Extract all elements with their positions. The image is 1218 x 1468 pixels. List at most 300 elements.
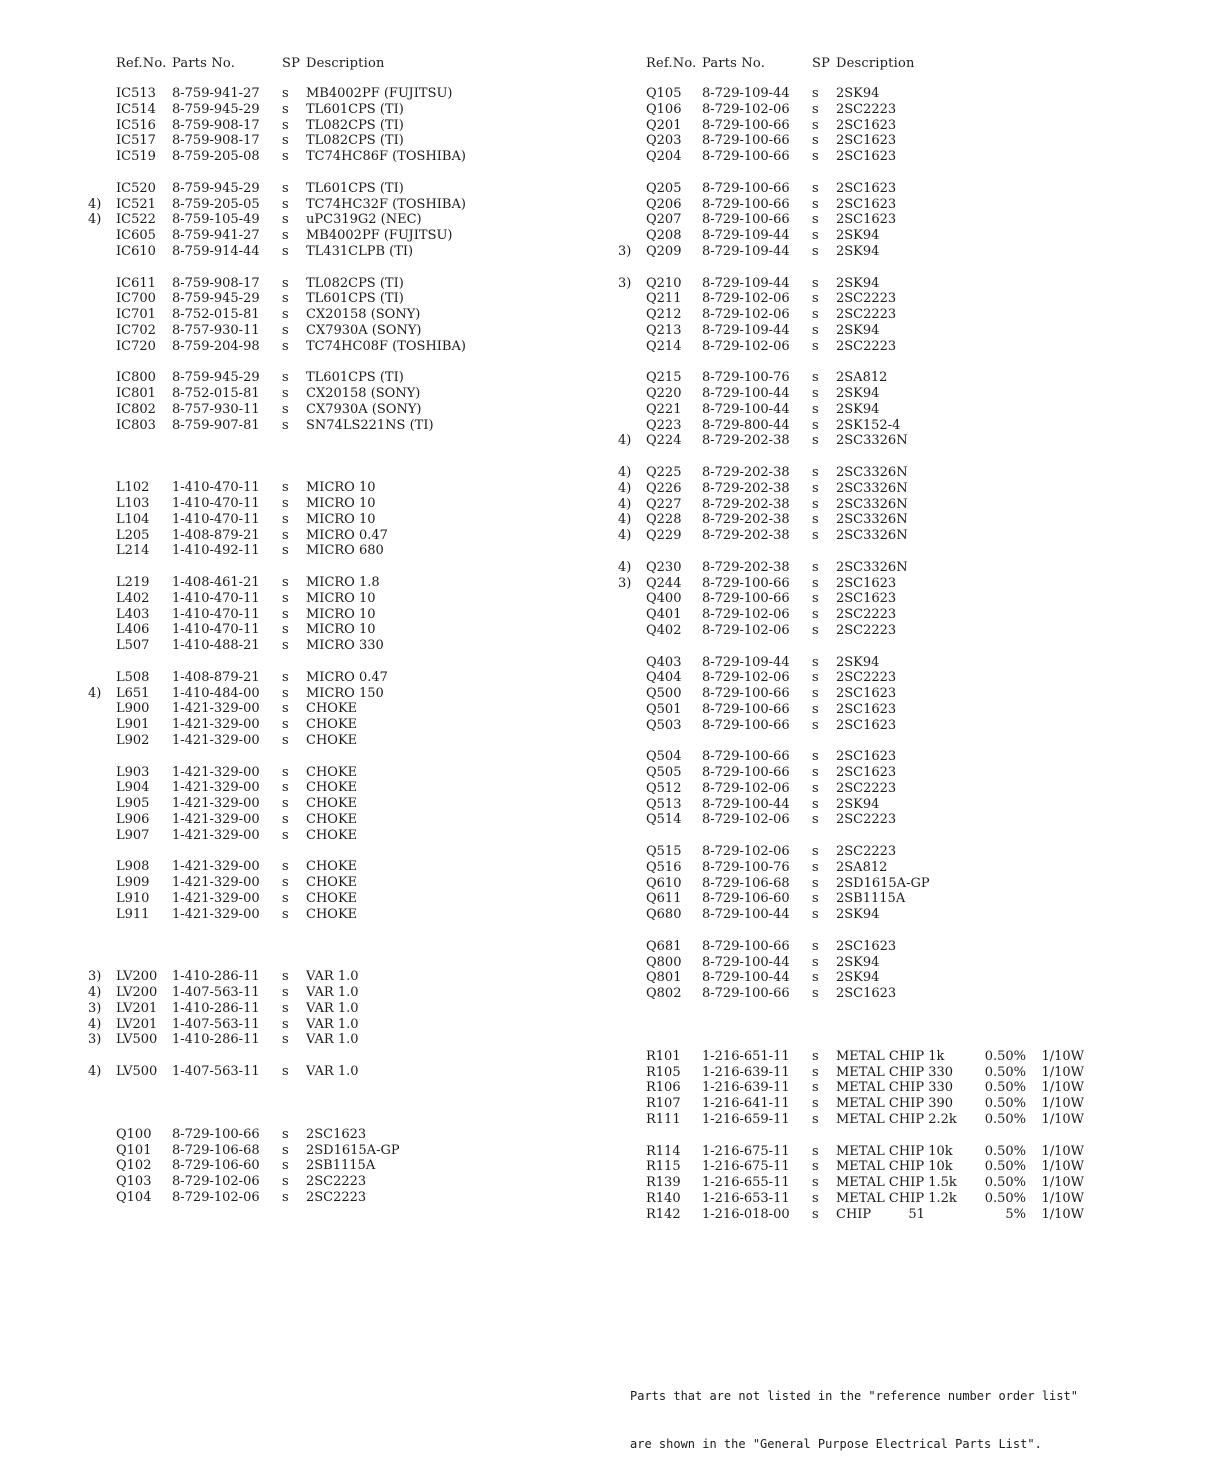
annotation	[88, 875, 116, 891]
footnote	[630, 1356, 1078, 1468]
annotation	[88, 86, 116, 102]
ref-no: IC800	[116, 370, 156, 386]
ref-no: L906	[116, 811, 150, 827]
parts-no: 8-759-908-17	[172, 133, 260, 149]
parts-no: 8-729-202-38	[702, 512, 790, 528]
ref-no: Q500	[646, 686, 682, 701]
part-row	[618, 1065, 1208, 1081]
sp-mark: s	[812, 149, 819, 164]
description: TL082CPS (TI)	[306, 117, 404, 133]
part-row	[618, 986, 1208, 1002]
group-spacer	[618, 260, 1208, 276]
part-row	[88, 765, 608, 781]
sp-mark: s	[812, 749, 819, 765]
description: uPC319G2 (NEC)	[306, 212, 422, 228]
description: CHOKE	[306, 906, 358, 922]
part-row	[618, 860, 1208, 876]
parts-no: 1-421-329-00	[172, 732, 260, 748]
parts-no: 8-729-106-68	[172, 1142, 260, 1158]
sp-mark: s	[282, 117, 289, 133]
part-row	[618, 1096, 1208, 1112]
description: 2SK94	[836, 970, 880, 986]
part-row	[88, 701, 608, 717]
parts-no: 1-216-639-11	[702, 1080, 790, 1096]
part-row	[618, 86, 1208, 102]
part-row	[618, 607, 1208, 623]
group-spacer	[618, 544, 1208, 560]
description: 2SK94	[836, 322, 880, 338]
part-row	[618, 133, 1208, 149]
parts-no: 8-759-945-29	[172, 291, 260, 307]
ref-no: R101	[646, 1048, 681, 1064]
sp-mark: s	[282, 1064, 289, 1079]
sp-mark: s	[812, 717, 819, 733]
ref-no: IC802	[116, 401, 156, 417]
ref-no: Q403	[646, 654, 682, 670]
sp-mark: s	[812, 701, 819, 717]
ref-no: Q505	[646, 765, 682, 780]
sp-mark: s	[812, 243, 819, 259]
description: 2SC1623	[836, 717, 897, 733]
part-row	[88, 102, 608, 118]
annotation	[88, 133, 116, 149]
sp-mark: s	[812, 480, 819, 496]
ref-no: L910	[116, 890, 150, 906]
sp-mark: s	[812, 591, 819, 607]
ref-no: IC517	[116, 133, 156, 149]
parts-no: 8-757-930-11	[172, 401, 260, 417]
description: 2SK94	[836, 654, 880, 670]
parts-no: 1-421-329-00	[172, 811, 260, 827]
parts-no: 8-729-100-66	[702, 133, 790, 149]
ref-no: LV500	[116, 1032, 158, 1048]
parts-no: 1-407-563-11	[172, 1064, 260, 1079]
description: MICRO 10	[306, 511, 376, 527]
parts-no: 1-421-329-00	[172, 717, 260, 732]
part-row	[618, 465, 1208, 481]
description: CX20158 (SONY)	[306, 307, 421, 322]
annotation	[618, 591, 646, 607]
annotation: 4)	[88, 1016, 102, 1032]
description-value: METAL CHIP 2.2k	[836, 1111, 957, 1127]
part-row	[618, 323, 1208, 339]
parts-no: 8-729-109-44	[702, 654, 790, 670]
header-description: Description	[306, 56, 385, 71]
part-row	[88, 228, 608, 244]
sp-mark: s	[282, 511, 289, 527]
part-row	[618, 686, 1208, 702]
ref-no: LV200	[116, 985, 158, 1000]
ref-no: Q400	[646, 591, 682, 607]
sp-mark: s	[812, 891, 819, 907]
annotation: 4)	[88, 1064, 102, 1079]
ref-no: LV201	[116, 1000, 158, 1016]
description: MICRO 150	[306, 685, 384, 701]
parts-no: 8-729-202-38	[702, 433, 790, 449]
sp-mark: s	[812, 559, 819, 575]
ref-no: Q213	[646, 322, 682, 338]
ref-no: L102	[116, 480, 150, 496]
ref-no: IC519	[116, 149, 156, 164]
part-row	[88, 1143, 608, 1159]
description: 2SC2223	[836, 338, 897, 354]
part-row	[88, 638, 608, 654]
annotation	[88, 244, 116, 260]
description-value: METAL CHIP 1.2k	[836, 1190, 957, 1206]
sp-mark: s	[282, 133, 289, 149]
description	[836, 1080, 1208, 1096]
annotation	[88, 1190, 116, 1206]
ref-no: Q610	[646, 875, 682, 891]
group-spacer	[618, 354, 1208, 370]
part-row	[618, 181, 1208, 197]
ref-no: Q210	[646, 275, 682, 291]
parts-no: 8-729-102-06	[702, 338, 790, 354]
ref-no: Q101	[116, 1142, 152, 1158]
annotation	[88, 418, 116, 434]
annotation	[618, 149, 646, 165]
parts-no: 1-408-879-21	[172, 527, 260, 543]
ref-no: Q681	[646, 938, 682, 954]
parts-no: 8-729-100-66	[702, 717, 790, 733]
ref-no: L403	[116, 606, 150, 622]
ref-no: R111	[646, 1111, 681, 1127]
tolerance: 0.50%	[984, 1190, 1026, 1206]
power-rating: 1/10W	[1041, 1190, 1084, 1206]
group-spacer	[618, 639, 1208, 655]
description: 2SK94	[836, 386, 880, 401]
part-row	[618, 623, 1208, 639]
tolerance: 0.50%	[984, 1096, 1026, 1111]
annotation	[88, 480, 116, 496]
part-row	[618, 891, 1208, 907]
annotation: 3)	[618, 275, 632, 291]
annotation	[88, 812, 116, 828]
part-row	[618, 1159, 1208, 1175]
description: TC74HC08F (TOSHIBA)	[306, 338, 466, 354]
description: 2SC1623	[306, 1126, 367, 1142]
parts-no: 8-729-102-06	[702, 622, 790, 638]
part-row	[88, 386, 608, 402]
parts-no: 8-729-100-66	[702, 701, 790, 717]
ref-no: IC513	[116, 86, 156, 101]
description: 2SC1623	[836, 196, 897, 212]
group-spacer	[88, 654, 608, 670]
parts-no: 8-729-106-68	[702, 875, 790, 891]
part-row	[88, 985, 608, 1001]
annotation	[618, 418, 646, 434]
annotation: 3)	[88, 1000, 102, 1016]
annotation	[618, 197, 646, 213]
description: 2SC2223	[836, 844, 897, 859]
power-rating: 1/10W	[1041, 1143, 1084, 1159]
sp-mark: s	[282, 228, 289, 243]
sp-mark: s	[812, 180, 819, 196]
ref-no: Q220	[646, 386, 682, 401]
sp-mark: s	[282, 275, 289, 291]
part-row	[88, 796, 608, 812]
sp-mark: s	[282, 212, 289, 228]
annotation	[88, 765, 116, 781]
part-row	[88, 686, 608, 702]
annotation	[88, 1174, 116, 1190]
group-spacer	[88, 354, 608, 370]
sp-mark: s	[812, 1048, 819, 1064]
ref-no: R140	[646, 1190, 681, 1206]
parts-no: 1-216-651-11	[702, 1048, 790, 1064]
ref-no: IC520	[116, 180, 156, 196]
sp-mark: s	[812, 859, 819, 875]
annotation	[88, 733, 116, 749]
sp-mark: s	[282, 101, 289, 117]
description: CHOKE	[306, 732, 358, 748]
description: CHOKE	[306, 811, 358, 827]
sp-mark: s	[282, 575, 289, 590]
sp-mark: s	[282, 780, 289, 796]
description-value: METAL CHIP 10k	[836, 1159, 953, 1175]
sp-mark: s	[812, 117, 819, 133]
parts-no: 1-421-329-00	[172, 701, 260, 717]
annotation: 3)	[618, 575, 632, 591]
sp-mark: s	[812, 654, 819, 670]
ref-no: Q225	[646, 465, 682, 480]
sp-mark: s	[282, 669, 289, 685]
part-row	[618, 670, 1208, 686]
parts-no: 8-759-945-29	[172, 370, 260, 386]
part-row	[88, 181, 608, 197]
ref-no: IC611	[116, 275, 156, 291]
footnote-line-1: Parts that are not listed in the "reference number order list"	[630, 1389, 1078, 1403]
ref-no: Q611	[646, 891, 682, 907]
description: 2SC1623	[836, 686, 897, 701]
sp-mark: s	[812, 954, 819, 970]
part-row	[618, 1112, 1208, 1128]
annotation	[88, 859, 116, 875]
parts-no: 1-216-018-00	[702, 1206, 790, 1222]
description-value: METAL CHIP 1.5k	[836, 1175, 957, 1190]
description: 2SA812	[836, 370, 888, 386]
part-row	[88, 212, 608, 228]
ref-no: LV500	[116, 1064, 158, 1079]
ref-no: Q404	[646, 670, 682, 686]
annotation	[88, 1127, 116, 1143]
description: 2SK94	[836, 275, 880, 291]
parts-no: 8-759-945-29	[172, 101, 260, 117]
part-row	[618, 433, 1208, 449]
ref-no: R139	[646, 1175, 681, 1190]
annotation	[618, 1207, 646, 1223]
description: MICRO 0.47	[306, 527, 388, 543]
parts-no: 8-759-945-29	[172, 180, 260, 196]
parts-no: 1-407-563-11	[172, 985, 260, 1000]
group-spacer	[618, 923, 1208, 939]
sp-mark: s	[812, 765, 819, 780]
description: TL431CLPB (TI)	[306, 243, 414, 259]
part-row	[618, 1049, 1208, 1065]
sp-mark: s	[812, 496, 819, 512]
ref-no: R142	[646, 1206, 681, 1222]
description: 2SC1623	[836, 986, 897, 1001]
parts-no: 8-729-102-06	[702, 780, 790, 796]
sp-mark: s	[812, 291, 819, 307]
annotation	[88, 701, 116, 717]
ref-no: Q224	[646, 433, 682, 449]
group-spacer	[618, 449, 1208, 465]
group-spacer	[88, 922, 608, 969]
parts-no: 1-410-492-11	[172, 543, 260, 559]
ref-no: Q503	[646, 717, 682, 733]
ref-no: Q208	[646, 228, 682, 243]
annotation	[88, 323, 116, 339]
description: 2SC2223	[306, 1174, 367, 1189]
annotation	[88, 118, 116, 134]
description: 2SC2223	[836, 291, 897, 307]
part-row	[88, 291, 608, 307]
ref-no: Q226	[646, 480, 682, 496]
sp-mark: s	[282, 180, 289, 196]
sp-mark: s	[812, 1080, 819, 1096]
ref-no: Q201	[646, 117, 682, 133]
sp-mark: s	[812, 465, 819, 480]
ref-no: IC516	[116, 117, 156, 133]
description: 2SC1623	[836, 591, 897, 607]
annotation: 4)	[618, 433, 632, 449]
ref-no: IC801	[116, 386, 156, 401]
part-row	[88, 875, 608, 891]
annotation	[618, 1049, 646, 1065]
parts-no: 8-729-100-66	[702, 212, 790, 228]
sp-mark: s	[812, 228, 819, 243]
annotation	[88, 228, 116, 244]
group-spacer	[618, 1002, 1208, 1049]
ref-no: Q104	[116, 1189, 152, 1205]
part-row	[618, 386, 1208, 402]
power-rating: 1/10W	[1041, 1096, 1084, 1111]
sp-mark: s	[282, 338, 289, 354]
parts-no: 8-759-908-17	[172, 275, 260, 291]
annotation	[618, 686, 646, 702]
ref-no: Q221	[646, 401, 682, 417]
description: CX7930A (SONY)	[306, 322, 422, 338]
ref-no: IC610	[116, 243, 156, 259]
parts-no: 1-216-653-11	[702, 1190, 790, 1206]
annotation	[618, 386, 646, 402]
description: 2SC2223	[836, 307, 897, 322]
description-value: METAL CHIP 390	[836, 1096, 954, 1111]
part-row	[618, 1191, 1208, 1207]
description: 2SK94	[836, 796, 880, 812]
parts-no: 8-729-100-66	[702, 986, 790, 1001]
annotation: 4)	[88, 212, 102, 228]
annotation	[618, 228, 646, 244]
sp-mark: s	[282, 985, 289, 1000]
annotation	[618, 670, 646, 686]
description: 2SC3326N	[836, 465, 908, 480]
part-row	[88, 733, 608, 749]
parts-no: 8-729-106-60	[702, 891, 790, 907]
part-row	[618, 339, 1208, 355]
parts-no: 1-410-470-11	[172, 590, 260, 606]
ref-no: Q207	[646, 212, 682, 228]
parts-no: 1-410-470-11	[172, 606, 260, 622]
ref-no: IC700	[116, 291, 156, 307]
parts-no: 1-421-329-00	[172, 875, 260, 890]
annotation: 4)	[618, 496, 632, 512]
group-spacer	[88, 749, 608, 765]
part-row	[88, 307, 608, 323]
annotation	[88, 607, 116, 623]
description	[836, 1144, 1208, 1160]
sp-mark: s	[282, 890, 289, 906]
ref-no: Q515	[646, 844, 682, 859]
part-row	[88, 670, 608, 686]
annotation	[618, 939, 646, 955]
description: 2SK152-4	[836, 417, 901, 433]
annotation	[618, 181, 646, 197]
description: 2SC3326N	[836, 433, 908, 449]
parts-no: 8-729-100-66	[702, 575, 790, 591]
annotation	[88, 370, 116, 386]
sp-mark: s	[812, 970, 819, 986]
description: 2SK94	[836, 954, 880, 970]
description	[836, 1049, 1208, 1065]
annotation	[88, 891, 116, 907]
power-rating: 1/10W	[1041, 1159, 1084, 1175]
ref-no: Q106	[646, 101, 682, 117]
sp-mark: s	[812, 86, 819, 101]
sp-mark: s	[812, 401, 819, 417]
group-spacer	[88, 843, 608, 859]
description: CX7930A (SONY)	[306, 401, 422, 417]
sp-mark: s	[282, 196, 289, 212]
annotation	[618, 986, 646, 1002]
ref-no: Q516	[646, 859, 682, 875]
part-row	[618, 118, 1208, 134]
parts-no: 8-729-109-44	[702, 275, 790, 291]
annotation	[618, 339, 646, 355]
part-row	[618, 765, 1208, 781]
parts-no: 8-729-100-44	[702, 796, 790, 812]
description: 2SC2223	[836, 622, 897, 638]
sp-mark: s	[812, 196, 819, 212]
description: 2SD1615A-GP	[836, 875, 930, 891]
annotation	[618, 212, 646, 228]
annotation	[88, 307, 116, 323]
parts-no: 8-759-205-05	[172, 196, 260, 212]
group-spacer	[88, 1080, 608, 1127]
ref-no: IC701	[116, 307, 156, 322]
parts-no: 8-729-102-06	[702, 607, 790, 622]
annotation	[618, 607, 646, 623]
annotation	[88, 402, 116, 418]
annotation	[618, 970, 646, 986]
description: 2SC2223	[836, 780, 897, 796]
description: CHOKE	[306, 859, 358, 875]
part-row	[88, 1127, 608, 1143]
annotation	[618, 1080, 646, 1096]
sp-mark: s	[812, 607, 819, 622]
sp-mark: s	[282, 322, 289, 338]
ref-no: Q801	[646, 970, 682, 986]
parts-no: 8-729-100-66	[702, 938, 790, 954]
part-row	[618, 512, 1208, 528]
sp-mark: s	[282, 291, 289, 307]
annotation	[618, 702, 646, 718]
sp-mark: s	[812, 433, 819, 449]
parts-no: 8-729-100-66	[702, 765, 790, 780]
part-row	[88, 780, 608, 796]
sp-mark: s	[282, 796, 289, 811]
